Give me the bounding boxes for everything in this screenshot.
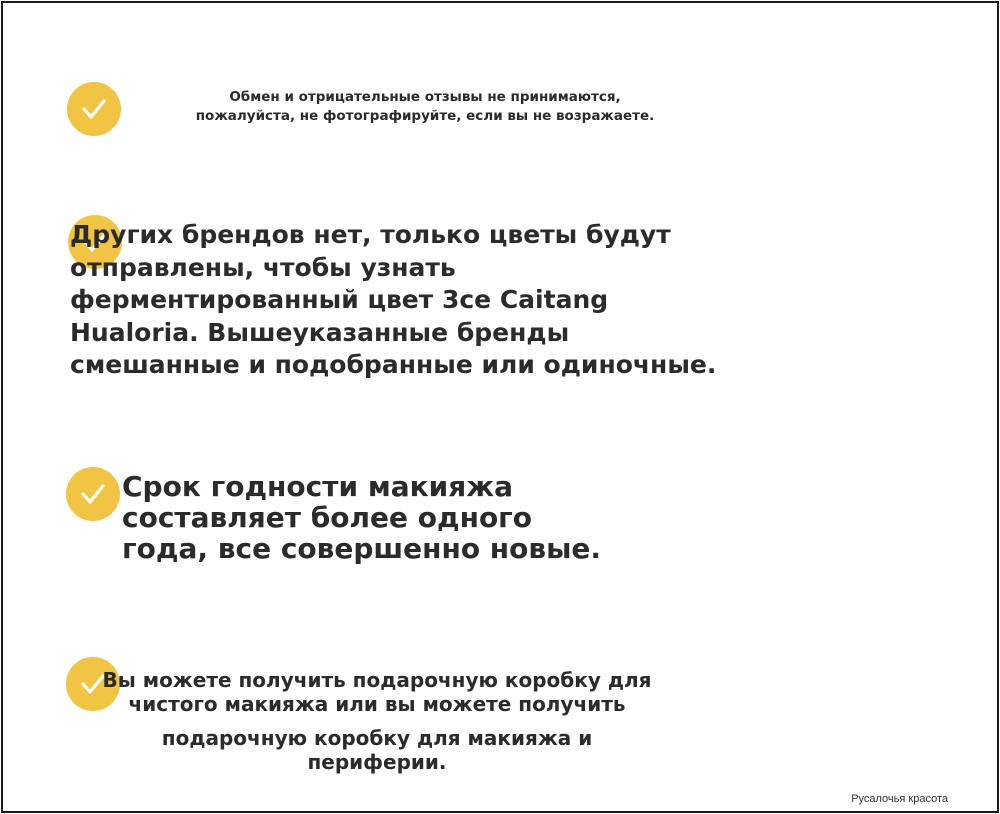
notice-1-line-2: пожалуйста, не фотографируйте, если вы не возражаете. — [195, 108, 655, 124]
notice-3-line-3: года, все совершенно новые. — [122, 532, 602, 565]
notice-2-line-4: Hualoria. Вышеуказанные бренды — [70, 317, 570, 347]
notice-text-3 — [122, 471, 601, 564]
notice-4-line-1: Вы можете получить подарочную коробку для — [102, 668, 652, 692]
checkmark-circle-icon — [66, 467, 120, 521]
notice-2-line-2: отправлены, чтобы узнать — [70, 252, 456, 282]
notice-2-line-1: Других брендов нет, только цветы будут — [70, 220, 671, 249]
checkmark-circle-icon — [67, 82, 121, 136]
notice-text-1 — [170, 88, 680, 126]
notice-3-line-2: составляет более одного — [122, 501, 533, 534]
notice-4-line-4: периферии. — [307, 750, 447, 774]
notice-4-line-3: подарочную коробку для макияжа и — [161, 726, 593, 750]
notice-2-line-3: ферментированный цвет 3ce Caitang — [70, 285, 609, 314]
notice-1-line-1: Обмен и отрицательные отзывы не принимаются, — [229, 89, 621, 105]
notice-2-line-5: смешанные и подобранные или одиночные. — [70, 350, 717, 379]
notice-text-2 — [70, 219, 716, 382]
notice-4-line-2: чистого макияжа или вы можете получить — [128, 692, 626, 716]
watermark: Русалочья красота — [851, 793, 948, 805]
notice-3-line-1: Срок годности макияжа — [122, 470, 513, 503]
notice-text-4 — [92, 668, 662, 774]
